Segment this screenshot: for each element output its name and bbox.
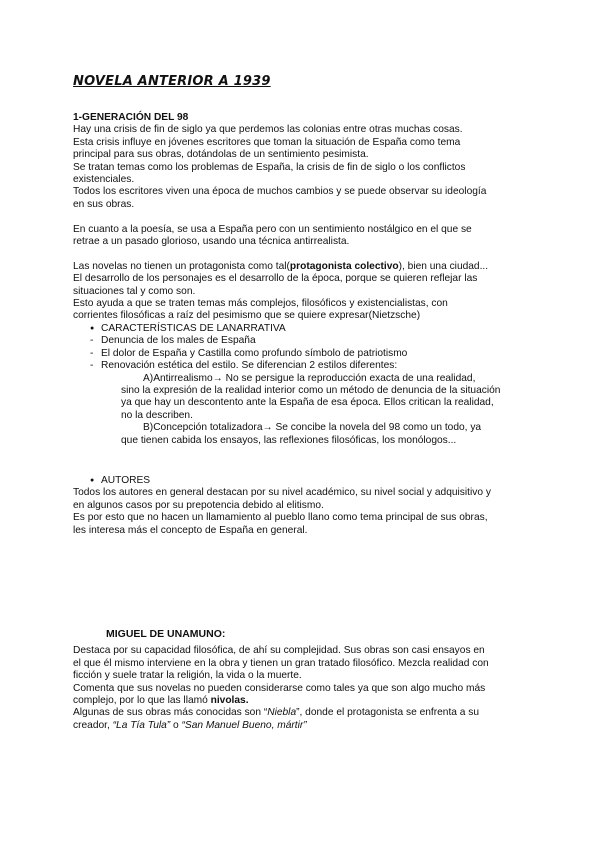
text-line: Todos los escritores viven una época de muchos cambios y se puede observar su ideología xyxy=(73,186,487,198)
text-line xyxy=(73,707,543,719)
document-title: NOVELA ANTERIOR A 1939 xyxy=(73,74,271,89)
text-line: ya que hay un descontento ante la España de esa época. Ellos critican la realidad, xyxy=(121,397,494,409)
spacer xyxy=(73,248,543,260)
text-line: no la describen. xyxy=(121,409,193,421)
paragraph-poesia xyxy=(73,224,543,249)
text-line: B)Concepción totalizadora→ Se concibe la novela del 98 como un todo, ya xyxy=(143,422,482,434)
section-heading: 1-GENERACIÓN DEL 98 xyxy=(73,112,189,123)
bullet-label: AUTORES xyxy=(101,474,151,486)
text-line: corrientes filosóficas a raíz del pesimismo que se quiere expresar(Nietzsche) xyxy=(73,310,421,322)
style-antirrealismo xyxy=(73,373,543,423)
text-line: Se tratan temas como los problemas de España, la crisis de fin de siglo o los conflictos xyxy=(73,161,466,173)
text-line: situaciones tal y como son. xyxy=(73,285,196,297)
text-line: principal para sus obras, dotándolas de un sentimiento pesimista. xyxy=(73,149,369,161)
text-line: ficción y suele tratar la religión, la vida o la muerte. xyxy=(73,670,302,682)
dash-item xyxy=(73,348,543,360)
text-line: El desarrollo de los personajes es el desarrollo de la época, porque se quieren reflejar las xyxy=(73,273,478,285)
text-run: Algunas de sus obras más conocidas son “ xyxy=(73,707,268,719)
text-line: Es por esto que no hacen un llamamiento al pueblo llano como tema principal de sus obras, xyxy=(73,512,488,524)
dash-item xyxy=(73,335,543,347)
section-unamuno xyxy=(73,628,543,732)
section-generacion-98 xyxy=(73,112,543,537)
text-line: En cuanto a la poesía, se usa a España pero con un sentimiento nostálgico en el que se xyxy=(73,223,472,235)
paragraph-novelas xyxy=(73,261,543,323)
text-run: Las novelas no tienen un protagonista como tal( xyxy=(73,260,290,272)
text-line: Esta crisis influye en jóvenes escritores que toman la situación de España como tema xyxy=(73,136,461,148)
style-concepcion-totalizadora xyxy=(73,422,543,447)
text-line: Comenta que sus novelas no pueden considerarse como tales ya que son algo mucho más xyxy=(73,682,486,694)
spacer xyxy=(73,211,543,223)
bullet-autores xyxy=(73,475,543,487)
dash-label: Renovación estética del estilo. Se diferencian 2 estilos diferentes: xyxy=(101,360,398,372)
italic-title-la-tia-tula: “La Tía Tula” xyxy=(112,719,171,731)
text-line: en sus obras. xyxy=(73,198,135,210)
paragraph-crisis xyxy=(73,124,543,211)
text-run: ), bien una ciudad... xyxy=(398,260,489,272)
dash-label: El dolor de España y Castilla como profundo símbolo de patriotismo xyxy=(101,347,408,359)
bold-term-nivolas: nivolas. xyxy=(210,695,249,707)
text-run: ”, donde el protagonista se enfrenta a su xyxy=(296,707,480,719)
bullet-label: CARACTERÍSTICAS DE LANARRATIVA xyxy=(101,322,286,334)
text-line: retrae a un pasado glorioso, usando una técnica antirrealista. xyxy=(73,236,350,248)
text-line: Destaca por su capacidad filosófica, de ahí su complejidad. Sus obras son casi ensayos en xyxy=(73,645,485,657)
spacer xyxy=(73,447,543,475)
text-line: el que él mismo interviene en la obra y tienen un gran tratado filosófico. Mezcla realidad con xyxy=(73,657,489,669)
dash-item xyxy=(73,360,543,372)
text-line: A)Antirrealismo→ No se persigue la reproducción exacta de una realidad, xyxy=(143,372,476,384)
text-line: sino la expresión de la realidad interior como un método de denuncia de la situación xyxy=(121,384,501,396)
text-line: les interesa más el concepto de España en general. xyxy=(73,524,308,536)
dash-icon: - xyxy=(90,335,94,347)
bold-term-protagonista-colectivo: protagonista colectivo xyxy=(289,260,399,272)
text-line: que tienen cabida los ensayos, las reflexiones filosóficas, los monólogos... xyxy=(121,434,457,446)
dash-icon: - xyxy=(90,360,94,372)
text-run: complejo, por lo que las llamó xyxy=(73,695,211,707)
text-line: existenciales. xyxy=(73,174,135,186)
text-line: Esto ayuda a que se traten temas más complejos, filosóficos y existencialistas, con xyxy=(73,298,448,310)
dash-icon: - xyxy=(90,347,94,359)
author-heading: MIGUEL DE UNAMUNO: xyxy=(106,628,226,640)
paragraph-autores xyxy=(73,487,543,537)
italic-title-san-manuel-bueno: “San Manuel Bueno, mártir” xyxy=(181,719,307,731)
text-run: creador, xyxy=(73,719,113,731)
text-run: o xyxy=(170,719,182,731)
dash-label: Denuncia de los males de España xyxy=(101,335,256,347)
text-line: en algunos casos por su prepotencia debido al elitismo. xyxy=(73,499,324,511)
text-line: Todos los autores en general destacan por su nivel académico, su nivel social y adquisitivo y xyxy=(73,487,491,499)
italic-title-niebla: Niebla xyxy=(267,707,297,719)
paragraph-unamuno-capacidad xyxy=(73,645,543,707)
text-line: Hay una crisis de fin de siglo ya que perdemos las colonias entre otras muchas cosas. xyxy=(73,124,463,136)
text-line xyxy=(73,695,543,707)
text-line xyxy=(73,720,543,732)
bullet-caracteristicas xyxy=(73,323,543,335)
text-line xyxy=(73,261,543,273)
bullet-dot-icon: ● xyxy=(90,324,95,332)
paragraph-unamuno-obras xyxy=(73,707,543,732)
bullet-dot-icon: ● xyxy=(90,476,95,484)
